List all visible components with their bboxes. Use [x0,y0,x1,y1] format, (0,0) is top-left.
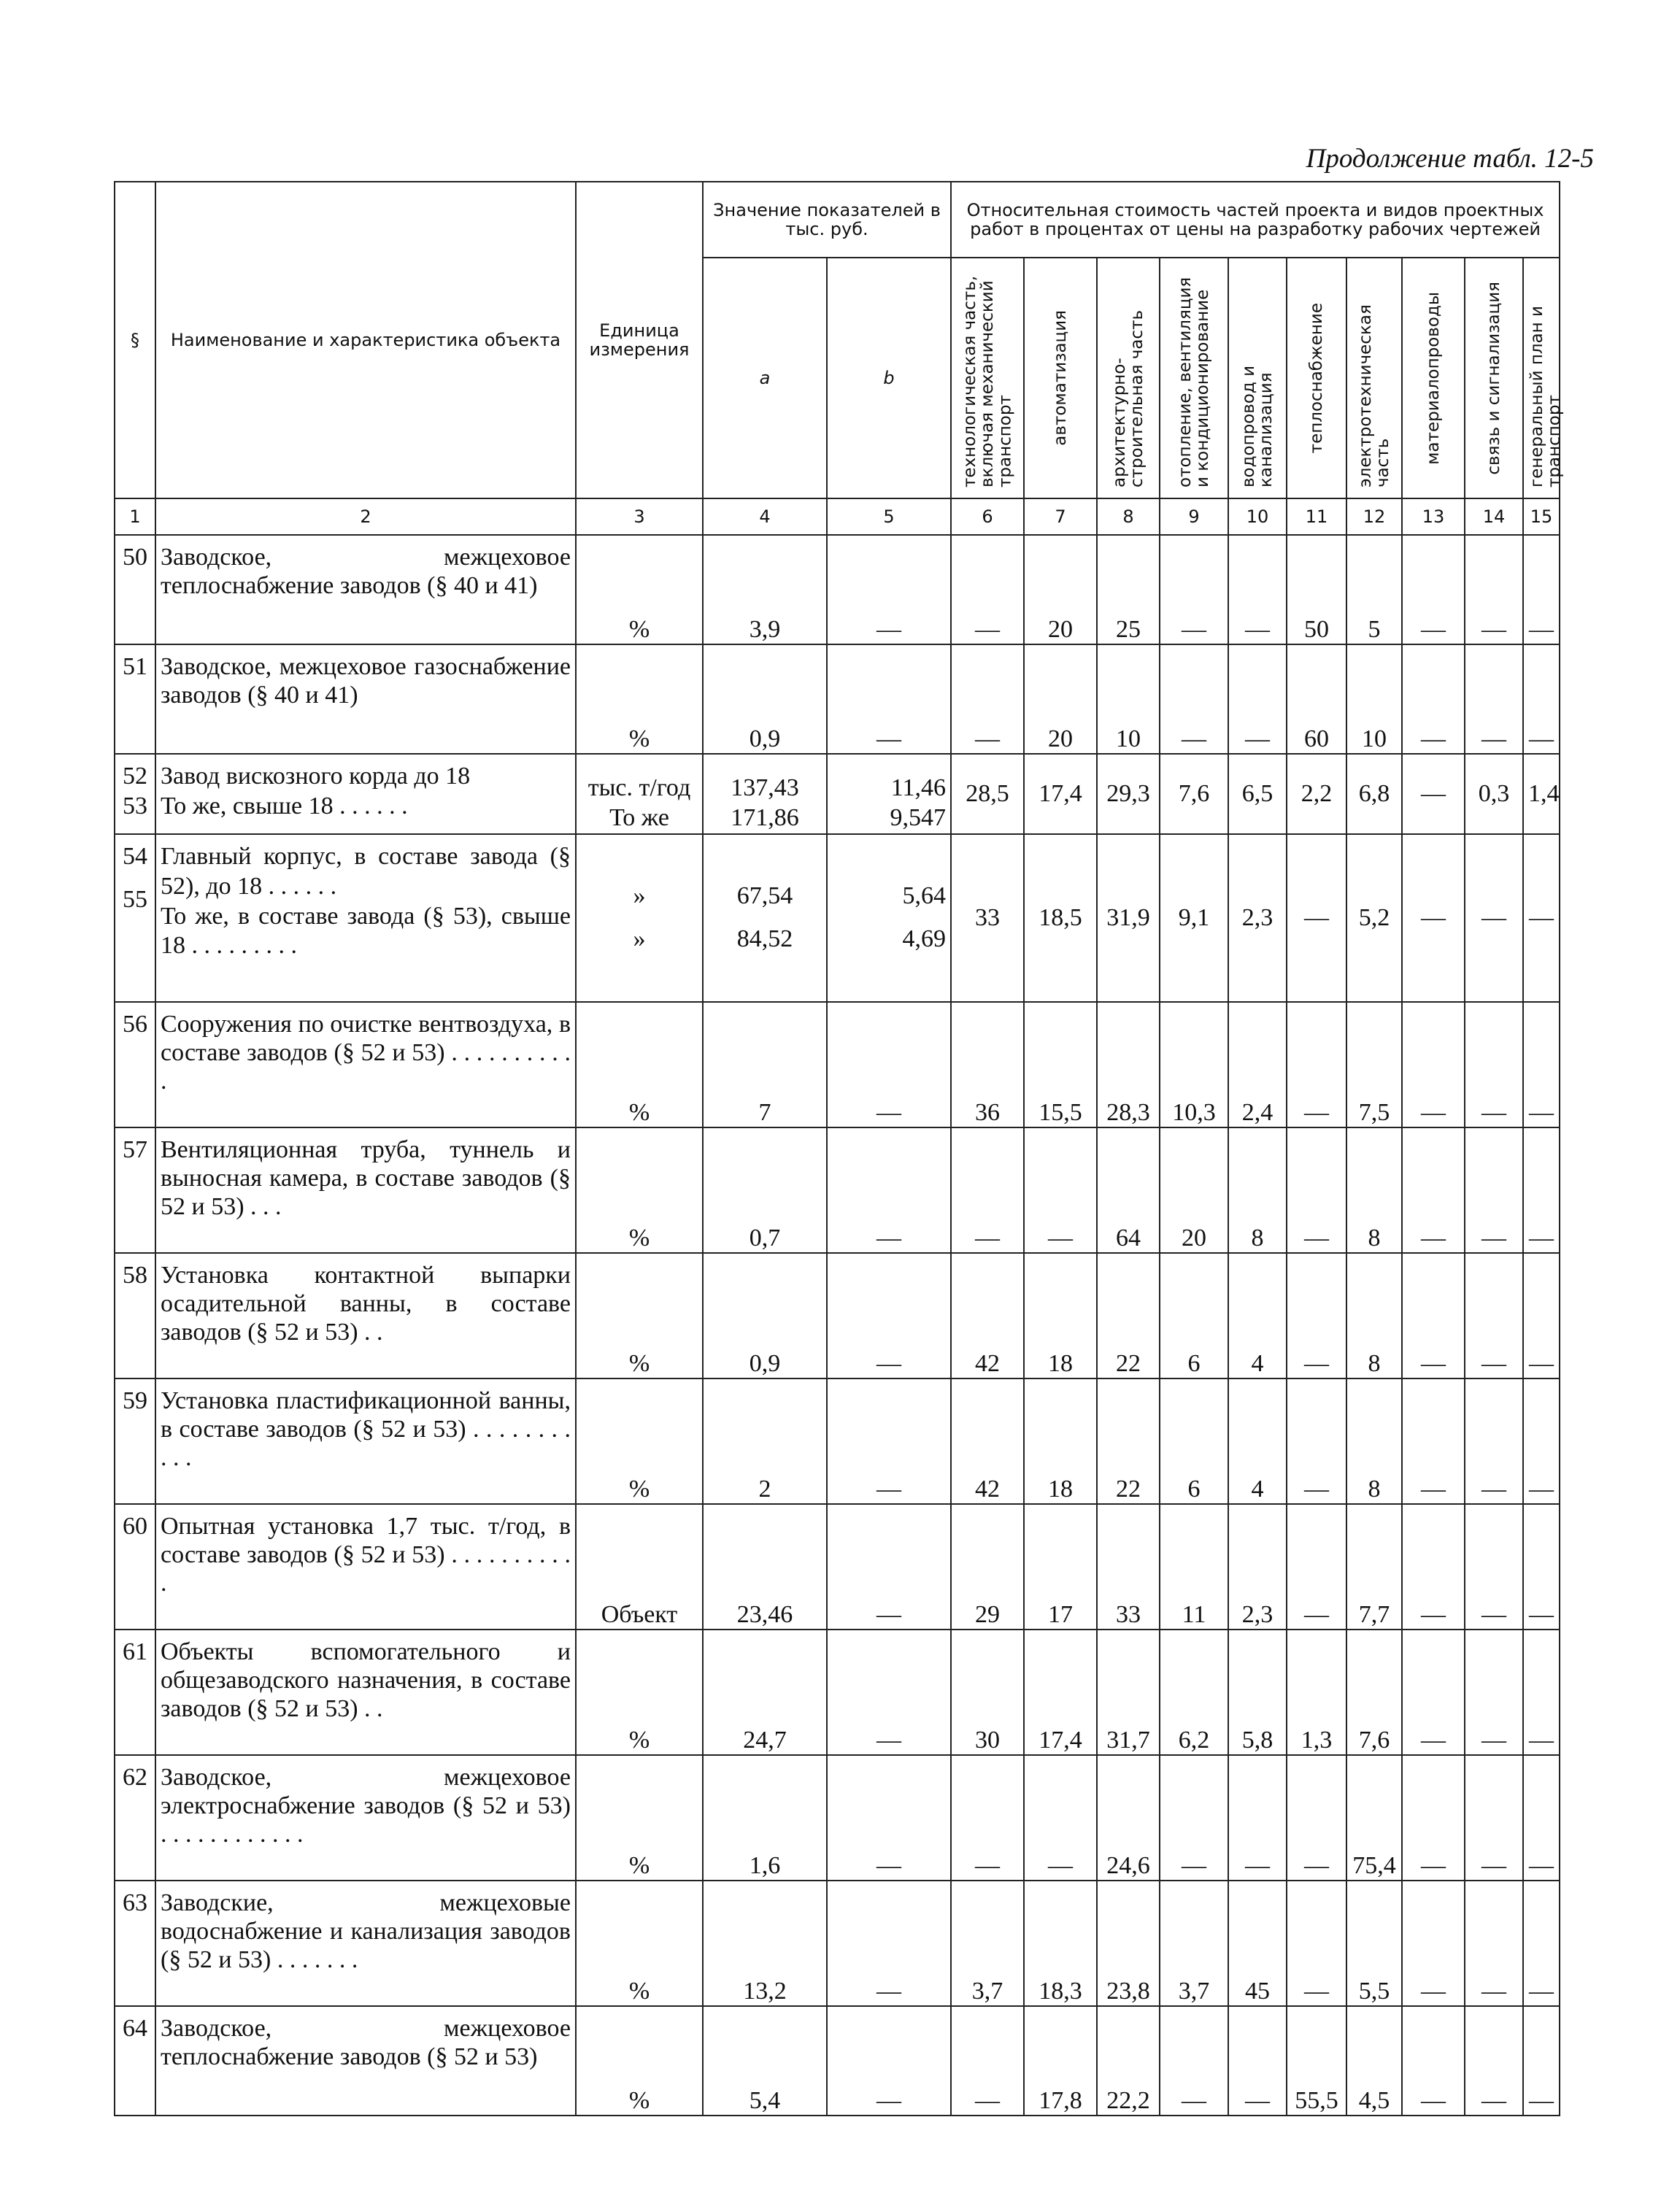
pct-col8: 33 [1097,1504,1160,1630]
pct-col13: — [1402,1002,1465,1127]
pct-col10: — [1228,2006,1287,2116]
unit-cell: % [576,1630,703,1755]
pct-col12: 7,5 [1346,1002,1402,1127]
pct-col15: — [1523,2006,1560,2116]
unit-cell: % [576,1378,703,1504]
header-section: § [115,182,155,498]
row-number: 54 55 [115,834,155,1002]
pct-col9: 6 [1160,1378,1228,1504]
pct-col9: — [1160,1755,1228,1881]
pct-col11: — [1287,1755,1346,1881]
pct-col8: 10 [1097,644,1160,754]
pct-col7: 18,3 [1024,1881,1097,2006]
value-a: 7 [703,1002,827,1127]
pct-col11: 1,3 [1287,1630,1346,1755]
row-number: 56 [115,1002,155,1127]
pct-col12: 5 [1346,535,1402,644]
pct-col12: 6,8 [1346,754,1402,834]
pct-col15: — [1523,1002,1560,1127]
value-b: — [827,2006,951,2116]
pct-col9: 20 [1160,1127,1228,1253]
object-name: Главный корпус, в составе завода (§ 52), до 18 . . . . . . То же, в составе завода (§ 53), свыше 18 . . . . . . . . . [155,834,576,1002]
header-relative-group: Относительная стоимость частей проекта и видов проектных работ в процентах от цены на разработку рабочих чертежей [951,182,1560,258]
pct-col7: 17 [1024,1504,1097,1630]
col-number: 1 [115,498,155,535]
pct-col13: — [1402,2006,1465,2116]
header-col15: генеральный план и транспорт [1523,258,1560,498]
pct-col6: 29 [951,1504,1024,1630]
value-a: 13,2 [703,1881,827,2006]
pct-col15: — [1523,644,1560,754]
pct-col6: — [951,1127,1024,1253]
table-row [115,754,1560,834]
row-number: 58 [115,1253,155,1378]
pct-col12: 8 [1346,1127,1402,1253]
table-row [115,535,1560,644]
object-name: Вентиляционная труба, туннель и выносная камера, в составе заводов (§ 52 и 53) . . . [155,1127,576,1253]
pct-col9: 3,7 [1160,1881,1228,2006]
pct-col14: — [1465,1253,1523,1378]
pct-col8: 25 [1097,535,1160,644]
pct-col10: 6,5 [1228,754,1287,834]
value-a: 0,9 [703,644,827,754]
header-col12: электротехническая часть [1346,258,1402,498]
value-b: — [827,644,951,754]
pct-col12: 8 [1346,1253,1402,1378]
pct-col10: — [1228,535,1287,644]
pct-col12: 10 [1346,644,1402,754]
pct-col11: 50 [1287,535,1346,644]
pct-col11: 55,5 [1287,2006,1346,2116]
pct-col6: — [951,2006,1024,2116]
object-name: Установка пластификационной ванны, в составе заводов (§ 52 и 53) . . . . . . . . . . . [155,1378,576,1504]
col-number: 12 [1346,498,1402,535]
pct-col12: 5,5 [1346,1881,1402,2006]
pct-col11: — [1287,1881,1346,2006]
unit-cell: % [576,1253,703,1378]
value-b: 11,46 9,547 [827,754,951,834]
pct-col6: 30 [951,1630,1024,1755]
pct-col11: — [1287,1002,1346,1127]
row-number: 64 [115,2006,155,2116]
pct-col9: 6,2 [1160,1630,1228,1755]
pct-col11: — [1287,1378,1346,1504]
object-name: Сооружения по очистке вентвоздуха, в составе заводов (§ 52 и 53) . . . . . . . . . . . [155,1002,576,1127]
col-number: 9 [1160,498,1228,535]
pct-col15: 1,4 [1523,754,1560,834]
table-row [115,1002,1560,1127]
value-b: 5,64 4,69 [827,834,951,1002]
pct-col11: — [1287,1127,1346,1253]
pct-col15: — [1523,1755,1560,1881]
pct-col6: 3,7 [951,1881,1024,2006]
value-a: 24,7 [703,1630,827,1755]
pct-col12: 75,4 [1346,1755,1402,1881]
object-name: Заводское, межцеховое газоснабжение заводов (§ 40 и 41) [155,644,576,754]
row-number: 62 [115,1755,155,1881]
unit-cell: % [576,1002,703,1127]
pct-col10: — [1228,1755,1287,1881]
header-name: Наименование и характеристика объекта [155,182,576,498]
value-b: — [827,1881,951,2006]
object-name: Заводское, межцеховое теплоснабжение заводов (§ 40 и 41) [155,535,576,644]
pct-col7: 18,5 [1024,834,1097,1002]
pct-col14: — [1465,1755,1523,1881]
pct-col8: 22 [1097,1253,1160,1378]
pct-col7: — [1024,1127,1097,1253]
unit-cell: Объект [576,1504,703,1630]
pct-col7: 17,8 [1024,2006,1097,2116]
table-row [115,834,1560,1002]
pct-col7: 20 [1024,644,1097,754]
pct-col8: 24,6 [1097,1755,1160,1881]
object-name: Заводское, межцеховое теплоснабжение заводов (§ 52 и 53) [155,2006,576,2116]
pct-col9: 10,3 [1160,1002,1228,1127]
value-a: 2 [703,1378,827,1504]
pct-col8: 22,2 [1097,2006,1160,2116]
pct-col10: 8 [1228,1127,1287,1253]
pct-col11: 2,2 [1287,754,1346,834]
pct-col7: 17,4 [1024,1630,1097,1755]
header-col14: связь и сигнализация [1465,258,1523,498]
col-number: 15 [1523,498,1560,535]
pct-col6: — [951,535,1024,644]
pct-col6: — [951,644,1024,754]
pct-col14: — [1465,1504,1523,1630]
pct-col6: — [951,1755,1024,1881]
pct-col10: 45 [1228,1881,1287,2006]
col-number: 13 [1402,498,1465,535]
pct-col7: 18 [1024,1378,1097,1504]
row-number: 60 [115,1504,155,1630]
pct-col11: — [1287,1253,1346,1378]
pct-col13: — [1402,754,1465,834]
value-a: 67,54 84,52 [703,834,827,1002]
pct-col15: — [1523,1253,1560,1378]
row-number: 59 [115,1378,155,1504]
header-col10: водопровод и канализация [1228,258,1287,498]
header-col13: материалопроводы [1402,258,1465,498]
pct-col13: — [1402,1504,1465,1630]
pct-col12: 7,6 [1346,1630,1402,1755]
pct-col14: 0,3 [1465,754,1523,834]
pct-col13: — [1402,535,1465,644]
pct-col13: — [1402,1378,1465,1504]
pct-col13: — [1402,1881,1465,2006]
pct-col15: — [1523,535,1560,644]
unit-cell: % [576,535,703,644]
table-row [115,1253,1560,1378]
pct-col7: 17,4 [1024,754,1097,834]
pct-col11: — [1287,834,1346,1002]
pct-col14: — [1465,1127,1523,1253]
col-number: 4 [703,498,827,535]
pct-col12: 4,5 [1346,2006,1402,2116]
pct-col12: 8 [1346,1378,1402,1504]
value-b: — [827,1755,951,1881]
table-row [115,1127,1560,1253]
value-b: — [827,1002,951,1127]
pct-col15: — [1523,1630,1560,1755]
pct-col15: — [1523,1504,1560,1630]
value-a: 0,9 [703,1253,827,1378]
pct-col15: — [1523,1378,1560,1504]
pct-col14: — [1465,1881,1523,2006]
pct-col15: — [1523,1127,1560,1253]
pct-col14: — [1465,1630,1523,1755]
col-number: 3 [576,498,703,535]
pct-col9: — [1160,644,1228,754]
row-number: 63 [115,1881,155,2006]
pct-col13: — [1402,644,1465,754]
pct-col10: 2,3 [1228,834,1287,1002]
pct-col7: 18 [1024,1253,1097,1378]
table-row [115,1630,1560,1755]
table-row [115,1881,1560,2006]
pct-col15: — [1523,1881,1560,2006]
pct-col11: 60 [1287,644,1346,754]
object-name: Опытная установка 1,7 тыс. т/год, в составе заводов (§ 52 и 53) . . . . . . . . . . . [155,1504,576,1630]
value-b: — [827,1504,951,1630]
value-a: 5,4 [703,2006,827,2116]
pct-col14: — [1465,2006,1523,2116]
col-number: 6 [951,498,1024,535]
pct-col10: — [1228,644,1287,754]
pct-col8: 28,3 [1097,1002,1160,1127]
value-a: 3,9 [703,535,827,644]
row-number: 61 [115,1630,155,1755]
pct-col8: 29,3 [1097,754,1160,834]
pct-col14: — [1465,535,1523,644]
pct-col14: — [1465,1002,1523,1127]
pct-col9: 9,1 [1160,834,1228,1002]
unit-cell: % [576,2006,703,2116]
pct-col12: 7,7 [1346,1504,1402,1630]
pct-col14: — [1465,834,1523,1002]
unit-cell: тыс. т/год То же [576,754,703,834]
unit-cell: % [576,1755,703,1881]
col-number: 5 [827,498,951,535]
unit-cell: % [576,1881,703,2006]
pct-col8: 31,9 [1097,834,1160,1002]
pct-col6: 28,5 [951,754,1024,834]
pct-col8: 23,8 [1097,1881,1160,2006]
row-number: 50 [115,535,155,644]
col-number: 10 [1228,498,1287,535]
pct-col13: — [1402,1755,1465,1881]
header-col8: архитектурно-строительная часть [1097,258,1160,498]
value-b: — [827,1630,951,1755]
pct-col7: — [1024,1755,1097,1881]
table-row [115,2006,1560,2116]
pct-col6: 36 [951,1002,1024,1127]
value-b: — [827,1253,951,1378]
value-b: — [827,1378,951,1504]
pct-col6: 42 [951,1378,1024,1504]
object-name: Объекты вспомогательного и общезаводского назначения, в составе заводов (§ 52 и 53) . . [155,1630,576,1755]
pct-col12: 5,2 [1346,834,1402,1002]
pct-col15: — [1523,834,1560,1002]
col-number: 11 [1287,498,1346,535]
pct-col10: 4 [1228,1253,1287,1378]
pct-col13: — [1402,1127,1465,1253]
row-number: 57 [115,1127,155,1253]
pct-col10: 4 [1228,1378,1287,1504]
pct-col8: 22 [1097,1378,1160,1504]
header-col7: автоматизация [1024,258,1097,498]
pct-col8: 31,7 [1097,1630,1160,1755]
pct-col11: — [1287,1504,1346,1630]
row-number: 52 53 [115,754,155,834]
object-name: Завод вискозного корда до 18 То же, свыше 18 . . . . . . [155,754,576,834]
header-values-group: Значение показателей в тыс. руб. [703,182,951,258]
table-row [115,1755,1560,1881]
header-col11: теплоснабжение [1287,258,1346,498]
unit-cell: » » [576,834,703,1002]
pct-col9: 11 [1160,1504,1228,1630]
pct-col14: — [1465,644,1523,754]
pct-col13: — [1402,1253,1465,1378]
pct-col9: 7,6 [1160,754,1228,834]
col-number: 7 [1024,498,1097,535]
pct-col6: 33 [951,834,1024,1002]
col-number: 2 [155,498,576,535]
pct-col10: 5,8 [1228,1630,1287,1755]
object-name: Заводские, межцеховые водоснабжение и канализация заводов (§ 52 и 53) . . . . . . . [155,1881,576,2006]
row-number: 51 [115,644,155,754]
pct-col7: 20 [1024,535,1097,644]
table-row [115,644,1560,754]
cost-table [114,181,1565,2116]
pct-col13: — [1402,834,1465,1002]
object-name: Установка контактной выпарки осадительной ванны, в составе заводов (§ 52 и 53) . . [155,1253,576,1378]
header-col6: технологическая часть, включая механический транспорт [951,258,1024,498]
unit-cell: % [576,1127,703,1253]
object-name: Заводское, межцеховое электроснабжение заводов (§ 52 и 53) . . . . . . . . . . . . [155,1755,576,1881]
pct-col14: — [1465,1378,1523,1504]
pct-col9: 6 [1160,1253,1228,1378]
header-unit: Единица измерения [576,182,703,498]
pct-col13: — [1402,1630,1465,1755]
col-number: 14 [1465,498,1523,535]
pct-col8: 64 [1097,1127,1160,1253]
value-b: — [827,1127,951,1253]
col-number: 8 [1097,498,1160,535]
pct-col10: 2,4 [1228,1002,1287,1127]
header-a: a [703,258,827,498]
header-b: b [827,258,951,498]
pct-col10: 2,3 [1228,1504,1287,1630]
pct-col9: — [1160,535,1228,644]
pct-col9: — [1160,2006,1228,2116]
value-a: 137,43 171,86 [703,754,827,834]
table-row [115,1378,1560,1504]
page-heading: Продолжение табл. 12-5 [1306,144,1594,174]
value-a: 0,7 [703,1127,827,1253]
unit-cell: % [576,644,703,754]
header-col9: отопление, вентиляция и кондиционирование [1160,258,1228,498]
pct-col7: 15,5 [1024,1002,1097,1127]
value-b: — [827,535,951,644]
value-a: 1,6 [703,1755,827,1881]
table-row [115,1504,1560,1630]
value-a: 23,46 [703,1504,827,1630]
pct-col6: 42 [951,1253,1024,1378]
